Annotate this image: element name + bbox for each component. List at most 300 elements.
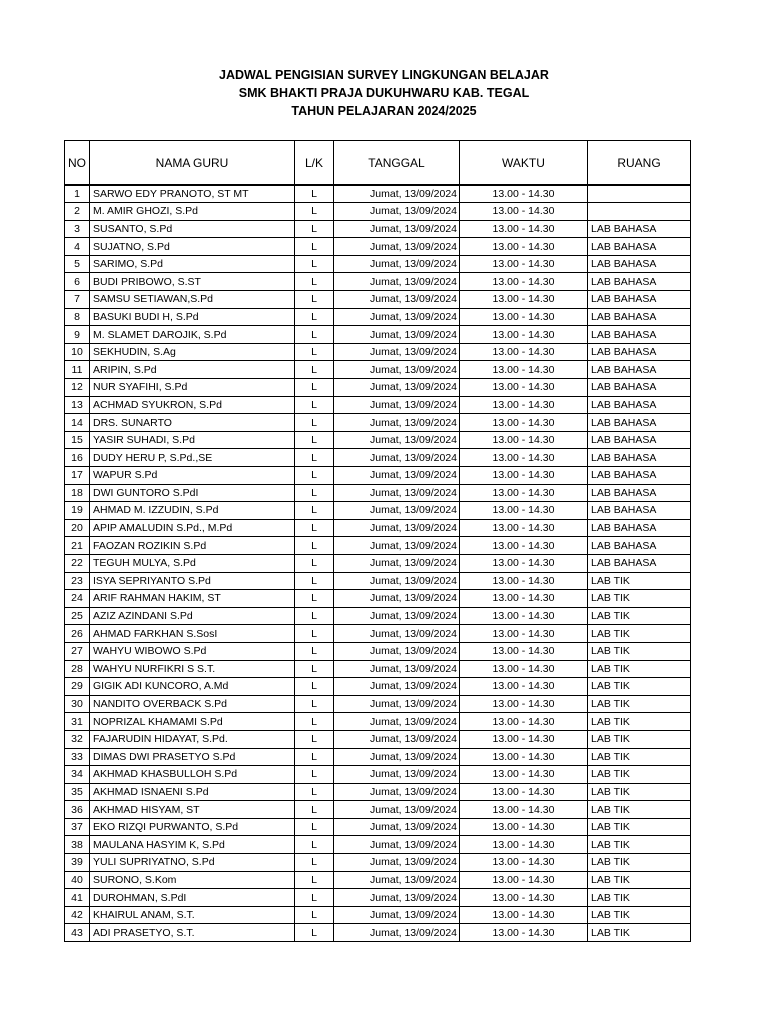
table-row: [65, 502, 691, 520]
cell-nama-guru: WAHYU NURFIKRI S S.T.: [90, 660, 295, 678]
cell-lk: L: [295, 484, 334, 502]
cell-ruang: LAB TIK: [588, 801, 691, 819]
cell-waktu: 13.00 - 14.30: [460, 854, 588, 872]
cell-nama-guru: DRS. SUNARTO: [90, 414, 295, 432]
table-row: [65, 713, 691, 731]
cell-ruang: LAB BAHASA: [588, 414, 691, 432]
cell-waktu: 13.00 - 14.30: [460, 590, 588, 608]
cell-tanggal: Jumat, 13/09/2024: [334, 343, 460, 361]
cell-lk: L: [295, 220, 334, 238]
cell-waktu: 13.00 - 14.30: [460, 273, 588, 291]
cell-tanggal: Jumat, 13/09/2024: [334, 502, 460, 520]
cell-no: 5: [65, 255, 90, 273]
cell-tanggal: Jumat, 13/09/2024: [334, 554, 460, 572]
cell-waktu: 13.00 - 14.30: [460, 431, 588, 449]
cell-no: 2: [65, 203, 90, 221]
cell-nama-guru: DIMAS DWI PRASETYO S.Pd: [90, 748, 295, 766]
cell-lk: L: [295, 449, 334, 467]
cell-lk: L: [295, 660, 334, 678]
cell-lk: L: [295, 326, 334, 344]
cell-tanggal: Jumat, 13/09/2024: [334, 361, 460, 379]
cell-nama-guru: TEGUH MULYA, S.Pd: [90, 554, 295, 572]
cell-waktu: 13.00 - 14.30: [460, 572, 588, 590]
cell-no: 13: [65, 396, 90, 414]
cell-ruang: [588, 203, 691, 221]
cell-ruang: LAB TIK: [588, 730, 691, 748]
cell-nama-guru: ARIF RAHMAN HAKIM, ST: [90, 590, 295, 608]
table-body: [65, 185, 691, 942]
table-row: [65, 361, 691, 379]
cell-waktu: 13.00 - 14.30: [460, 713, 588, 731]
cell-nama-guru: M. AMIR GHOZI, S.Pd: [90, 203, 295, 221]
cell-nama-guru: SAMSU SETIAWAN,S.Pd: [90, 291, 295, 309]
cell-no: 7: [65, 291, 90, 309]
cell-lk: L: [295, 854, 334, 872]
cell-waktu: 13.00 - 14.30: [460, 502, 588, 520]
cell-ruang: LAB BAHASA: [588, 308, 691, 326]
table-row: [65, 308, 691, 326]
cell-lk: L: [295, 695, 334, 713]
cell-nama-guru: SEKHUDIN, S.Ag: [90, 343, 295, 361]
cell-ruang: LAB BAHASA: [588, 361, 691, 379]
table-header-row: [65, 141, 691, 186]
cell-waktu: 13.00 - 14.30: [460, 291, 588, 309]
cell-lk: L: [295, 554, 334, 572]
cell-nama-guru: AKHMAD KHASBULLOH S.Pd: [90, 766, 295, 784]
document-title: [0, 66, 768, 120]
cell-lk: L: [295, 343, 334, 361]
cell-no: 37: [65, 818, 90, 836]
cell-no: 8: [65, 308, 90, 326]
table-row: [65, 238, 691, 256]
cell-no: 26: [65, 625, 90, 643]
table-row: [65, 766, 691, 784]
cell-lk: L: [295, 871, 334, 889]
cell-tanggal: Jumat, 13/09/2024: [334, 185, 460, 203]
cell-no: 3: [65, 220, 90, 238]
cell-no: 29: [65, 678, 90, 696]
cell-ruang: LAB TIK: [588, 818, 691, 836]
cell-tanggal: Jumat, 13/09/2024: [334, 818, 460, 836]
cell-tanggal: Jumat, 13/09/2024: [334, 467, 460, 485]
header-no: NO: [65, 141, 90, 186]
cell-nama-guru: ARIPIN, S.Pd: [90, 361, 295, 379]
table-row: [65, 678, 691, 696]
cell-tanggal: Jumat, 13/09/2024: [334, 836, 460, 854]
cell-waktu: 13.00 - 14.30: [460, 766, 588, 784]
cell-nama-guru: AZIZ AZINDANI S.Pd: [90, 607, 295, 625]
cell-no: 21: [65, 537, 90, 555]
cell-waktu: 13.00 - 14.30: [460, 836, 588, 854]
cell-waktu: 13.00 - 14.30: [460, 906, 588, 924]
cell-tanggal: Jumat, 13/09/2024: [334, 431, 460, 449]
cell-no: 9: [65, 326, 90, 344]
cell-nama-guru: YULI SUPRIYATNO, S.Pd: [90, 854, 295, 872]
cell-no: 22: [65, 554, 90, 572]
cell-waktu: 13.00 - 14.30: [460, 519, 588, 537]
cell-lk: L: [295, 572, 334, 590]
cell-no: 33: [65, 748, 90, 766]
cell-no: 36: [65, 801, 90, 819]
cell-nama-guru: NUR SYAFIHI, S.Pd: [90, 379, 295, 397]
cell-tanggal: Jumat, 13/09/2024: [334, 220, 460, 238]
table-row: [65, 924, 691, 942]
cell-waktu: 13.00 - 14.30: [460, 642, 588, 660]
cell-nama-guru: M. SLAMET DAROJIK, S.Pd: [90, 326, 295, 344]
table-row: [65, 291, 691, 309]
cell-lk: L: [295, 361, 334, 379]
cell-waktu: 13.00 - 14.30: [460, 871, 588, 889]
cell-ruang: LAB TIK: [588, 642, 691, 660]
cell-ruang: LAB TIK: [588, 906, 691, 924]
header-waktu: WAKTU: [460, 141, 588, 186]
cell-waktu: 13.00 - 14.30: [460, 818, 588, 836]
title-line-1: JADWAL PENGISIAN SURVEY LINGKUNGAN BELAJAR: [219, 68, 549, 82]
cell-no: 16: [65, 449, 90, 467]
cell-tanggal: Jumat, 13/09/2024: [334, 203, 460, 221]
table-row: [65, 854, 691, 872]
cell-tanggal: Jumat, 13/09/2024: [334, 660, 460, 678]
table-row: [65, 660, 691, 678]
cell-nama-guru: ISYA SEPRIYANTO S.Pd: [90, 572, 295, 590]
title-line-2: SMK BHAKTI PRAJA DUKUHWARU KAB. TEGAL: [238, 86, 530, 100]
table-row: [65, 642, 691, 660]
cell-waktu: 13.00 - 14.30: [460, 238, 588, 256]
cell-waktu: 13.00 - 14.30: [460, 695, 588, 713]
cell-lk: L: [295, 203, 334, 221]
cell-waktu: 13.00 - 14.30: [460, 396, 588, 414]
cell-no: 40: [65, 871, 90, 889]
cell-lk: L: [295, 537, 334, 555]
cell-nama-guru: SUSANTO, S.Pd: [90, 220, 295, 238]
cell-lk: L: [295, 431, 334, 449]
cell-waktu: 13.00 - 14.30: [460, 660, 588, 678]
cell-lk: L: [295, 625, 334, 643]
table-row: [65, 607, 691, 625]
cell-lk: L: [295, 467, 334, 485]
cell-no: 43: [65, 924, 90, 942]
table-row: [65, 748, 691, 766]
cell-tanggal: Jumat, 13/09/2024: [334, 308, 460, 326]
cell-ruang: LAB BAHASA: [588, 449, 691, 467]
cell-lk: L: [295, 414, 334, 432]
cell-ruang: LAB BAHASA: [588, 502, 691, 520]
cell-waktu: 13.00 - 14.30: [460, 255, 588, 273]
cell-waktu: 13.00 - 14.30: [460, 730, 588, 748]
cell-ruang: LAB TIK: [588, 695, 691, 713]
cell-no: 39: [65, 854, 90, 872]
cell-lk: L: [295, 889, 334, 907]
header-lk: L/K: [295, 141, 334, 186]
cell-ruang: LAB BAHASA: [588, 379, 691, 397]
cell-nama-guru: AHMAD M. IZZUDIN, S.Pd: [90, 502, 295, 520]
cell-no: 41: [65, 889, 90, 907]
cell-nama-guru: ADI PRASETYO, S.T.: [90, 924, 295, 942]
cell-lk: L: [295, 519, 334, 537]
cell-nama-guru: EKO RIZQI PURWANTO, S.Pd: [90, 818, 295, 836]
cell-tanggal: Jumat, 13/09/2024: [334, 748, 460, 766]
cell-tanggal: Jumat, 13/09/2024: [334, 449, 460, 467]
cell-no: 23: [65, 572, 90, 590]
cell-lk: L: [295, 185, 334, 203]
cell-no: 31: [65, 713, 90, 731]
cell-ruang: LAB BAHASA: [588, 291, 691, 309]
table-row: [65, 730, 691, 748]
cell-waktu: 13.00 - 14.30: [460, 203, 588, 221]
table-row: [65, 185, 691, 203]
table-row: [65, 889, 691, 907]
cell-nama-guru: NOPRIZAL KHAMAMI S.Pd: [90, 713, 295, 731]
table-row: [65, 783, 691, 801]
cell-waktu: 13.00 - 14.30: [460, 484, 588, 502]
cell-tanggal: Jumat, 13/09/2024: [334, 396, 460, 414]
cell-waktu: 13.00 - 14.30: [460, 607, 588, 625]
cell-tanggal: Jumat, 13/09/2024: [334, 414, 460, 432]
cell-nama-guru: AKHMAD ISNAENI S.Pd: [90, 783, 295, 801]
cell-lk: L: [295, 255, 334, 273]
table-row: [65, 801, 691, 819]
table-row: [65, 554, 691, 572]
cell-nama-guru: DUROHMAN, S.PdI: [90, 889, 295, 907]
cell-waktu: 13.00 - 14.30: [460, 889, 588, 907]
cell-tanggal: Jumat, 13/09/2024: [334, 238, 460, 256]
cell-ruang: LAB BAHASA: [588, 343, 691, 361]
cell-no: 17: [65, 467, 90, 485]
cell-tanggal: Jumat, 13/09/2024: [334, 590, 460, 608]
cell-tanggal: Jumat, 13/09/2024: [334, 537, 460, 555]
cell-lk: L: [295, 766, 334, 784]
cell-lk: L: [295, 379, 334, 397]
cell-lk: L: [295, 906, 334, 924]
cell-tanggal: Jumat, 13/09/2024: [334, 871, 460, 889]
table-row: [65, 449, 691, 467]
cell-no: 25: [65, 607, 90, 625]
cell-lk: L: [295, 678, 334, 696]
cell-nama-guru: NANDITO OVERBACK S.Pd: [90, 695, 295, 713]
cell-lk: L: [295, 396, 334, 414]
cell-ruang: LAB BAHASA: [588, 273, 691, 291]
cell-tanggal: Jumat, 13/09/2024: [334, 291, 460, 309]
cell-tanggal: Jumat, 13/09/2024: [334, 801, 460, 819]
cell-no: 42: [65, 906, 90, 924]
table-row: [65, 255, 691, 273]
cell-nama-guru: WAHYU WIBOWO S.Pd: [90, 642, 295, 660]
cell-no: 35: [65, 783, 90, 801]
cell-no: 27: [65, 642, 90, 660]
table-row: [65, 871, 691, 889]
cell-lk: L: [295, 273, 334, 291]
cell-no: 14: [65, 414, 90, 432]
cell-nama-guru: DWI GUNTORO S.PdI: [90, 484, 295, 502]
cell-nama-guru: WAPUR S.Pd: [90, 467, 295, 485]
cell-ruang: LAB BAHASA: [588, 554, 691, 572]
table-row: [65, 590, 691, 608]
cell-waktu: 13.00 - 14.30: [460, 361, 588, 379]
cell-waktu: 13.00 - 14.30: [460, 783, 588, 801]
table-row: [65, 343, 691, 361]
cell-lk: L: [295, 607, 334, 625]
cell-ruang: LAB BAHASA: [588, 220, 691, 238]
cell-nama-guru: FAOZAN ROZIKIN S.Pd: [90, 537, 295, 555]
cell-waktu: 13.00 - 14.30: [460, 537, 588, 555]
cell-no: 38: [65, 836, 90, 854]
cell-tanggal: Jumat, 13/09/2024: [334, 906, 460, 924]
header-ruang: RUANG: [588, 141, 691, 186]
cell-nama-guru: MAULANA HASYIM K, S.Pd: [90, 836, 295, 854]
cell-no: 15: [65, 431, 90, 449]
cell-nama-guru: SARIMO, S.Pd: [90, 255, 295, 273]
header-nama-guru: NAMA GURU: [90, 141, 295, 186]
cell-ruang: LAB TIK: [588, 572, 691, 590]
table-row: [65, 414, 691, 432]
cell-tanggal: Jumat, 13/09/2024: [334, 783, 460, 801]
cell-tanggal: Jumat, 13/09/2024: [334, 678, 460, 696]
cell-ruang: LAB BAHASA: [588, 326, 691, 344]
cell-nama-guru: AKHMAD HISYAM, ST: [90, 801, 295, 819]
cell-lk: L: [295, 590, 334, 608]
cell-waktu: 13.00 - 14.30: [460, 554, 588, 572]
table-row: [65, 220, 691, 238]
cell-lk: L: [295, 783, 334, 801]
cell-ruang: LAB TIK: [588, 590, 691, 608]
cell-nama-guru: SARWO EDY PRANOTO, ST MT: [90, 185, 295, 203]
table-row: [65, 625, 691, 643]
table-row: [65, 519, 691, 537]
cell-tanggal: Jumat, 13/09/2024: [334, 607, 460, 625]
cell-ruang: LAB BAHASA: [588, 431, 691, 449]
cell-waktu: 13.00 - 14.30: [460, 449, 588, 467]
cell-no: 18: [65, 484, 90, 502]
cell-nama-guru: APIP AMALUDIN S.Pd., M.Pd: [90, 519, 295, 537]
cell-no: 12: [65, 379, 90, 397]
cell-no: 10: [65, 343, 90, 361]
cell-ruang: LAB TIK: [588, 854, 691, 872]
cell-tanggal: Jumat, 13/09/2024: [334, 889, 460, 907]
cell-waktu: 13.00 - 14.30: [460, 748, 588, 766]
table-row: [65, 836, 691, 854]
table-row: [65, 572, 691, 590]
cell-ruang: LAB TIK: [588, 924, 691, 942]
cell-no: 30: [65, 695, 90, 713]
cell-lk: L: [295, 801, 334, 819]
cell-ruang: LAB TIK: [588, 625, 691, 643]
cell-no: 32: [65, 730, 90, 748]
cell-tanggal: Jumat, 13/09/2024: [334, 379, 460, 397]
cell-ruang: LAB BAHASA: [588, 484, 691, 502]
cell-nama-guru: YASIR SUHADI, S.Pd: [90, 431, 295, 449]
cell-tanggal: Jumat, 13/09/2024: [334, 273, 460, 291]
cell-lk: L: [295, 713, 334, 731]
cell-no: 20: [65, 519, 90, 537]
cell-ruang: LAB TIK: [588, 783, 691, 801]
table-row: [65, 484, 691, 502]
cell-tanggal: Jumat, 13/09/2024: [334, 625, 460, 643]
cell-waktu: 13.00 - 14.30: [460, 343, 588, 361]
cell-ruang: LAB TIK: [588, 678, 691, 696]
cell-nama-guru: SURONO, S.Kom: [90, 871, 295, 889]
cell-ruang: LAB BAHASA: [588, 519, 691, 537]
cell-ruang: LAB BAHASA: [588, 537, 691, 555]
cell-ruang: LAB BAHASA: [588, 467, 691, 485]
cell-nama-guru: DUDY HERU P, S.Pd.,SE: [90, 449, 295, 467]
cell-no: 6: [65, 273, 90, 291]
cell-nama-guru: BUDI PRIBOWO, S.ST: [90, 273, 295, 291]
cell-lk: L: [295, 818, 334, 836]
cell-no: 11: [65, 361, 90, 379]
table-row: [65, 695, 691, 713]
table-row: [65, 203, 691, 221]
cell-tanggal: Jumat, 13/09/2024: [334, 766, 460, 784]
cell-waktu: 13.00 - 14.30: [460, 379, 588, 397]
cell-waktu: 13.00 - 14.30: [460, 625, 588, 643]
cell-no: 24: [65, 590, 90, 608]
cell-waktu: 13.00 - 14.30: [460, 414, 588, 432]
cell-ruang: LAB TIK: [588, 748, 691, 766]
cell-nama-guru: FAJARUDIN HIDAYAT, S.Pd.: [90, 730, 295, 748]
cell-lk: L: [295, 836, 334, 854]
cell-nama-guru: ACHMAD SYUKRON, S.Pd: [90, 396, 295, 414]
table-row: [65, 273, 691, 291]
cell-lk: L: [295, 748, 334, 766]
table-row: [65, 326, 691, 344]
cell-waktu: 13.00 - 14.30: [460, 924, 588, 942]
header-tanggal: TANGGAL: [334, 141, 460, 186]
table-row: [65, 431, 691, 449]
cell-no: 34: [65, 766, 90, 784]
table-row: [65, 818, 691, 836]
cell-ruang: LAB BAHASA: [588, 255, 691, 273]
schedule-table: [64, 140, 691, 942]
cell-ruang: LAB BAHASA: [588, 238, 691, 256]
cell-nama-guru: SUJATNO, S.Pd: [90, 238, 295, 256]
cell-ruang: LAB TIK: [588, 871, 691, 889]
cell-lk: L: [295, 308, 334, 326]
table-row: [65, 467, 691, 485]
cell-waktu: 13.00 - 14.30: [460, 801, 588, 819]
cell-ruang: LAB TIK: [588, 607, 691, 625]
cell-ruang: LAB TIK: [588, 766, 691, 784]
cell-nama-guru: AHMAD FARKHAN S.SosI: [90, 625, 295, 643]
table-row: [65, 906, 691, 924]
cell-tanggal: Jumat, 13/09/2024: [334, 854, 460, 872]
cell-tanggal: Jumat, 13/09/2024: [334, 572, 460, 590]
cell-nama-guru: GIGIK ADI KUNCORO, A.Md: [90, 678, 295, 696]
cell-lk: L: [295, 924, 334, 942]
cell-nama-guru: KHAIRUL ANAM, S.T.: [90, 906, 295, 924]
cell-ruang: [588, 185, 691, 203]
cell-waktu: 13.00 - 14.30: [460, 185, 588, 203]
title-line-3: TAHUN PELAJARAN 2024/2025: [291, 104, 477, 118]
cell-lk: L: [295, 642, 334, 660]
cell-lk: L: [295, 730, 334, 748]
cell-ruang: LAB TIK: [588, 660, 691, 678]
cell-tanggal: Jumat, 13/09/2024: [334, 695, 460, 713]
cell-ruang: LAB TIK: [588, 889, 691, 907]
cell-waktu: 13.00 - 14.30: [460, 467, 588, 485]
cell-tanggal: Jumat, 13/09/2024: [334, 326, 460, 344]
cell-tanggal: Jumat, 13/09/2024: [334, 255, 460, 273]
cell-tanggal: Jumat, 13/09/2024: [334, 642, 460, 660]
cell-tanggal: Jumat, 13/09/2024: [334, 924, 460, 942]
table-row: [65, 537, 691, 555]
cell-waktu: 13.00 - 14.30: [460, 326, 588, 344]
cell-ruang: LAB TIK: [588, 836, 691, 854]
cell-lk: L: [295, 291, 334, 309]
cell-tanggal: Jumat, 13/09/2024: [334, 713, 460, 731]
cell-lk: L: [295, 238, 334, 256]
cell-no: 4: [65, 238, 90, 256]
cell-no: 1: [65, 185, 90, 203]
